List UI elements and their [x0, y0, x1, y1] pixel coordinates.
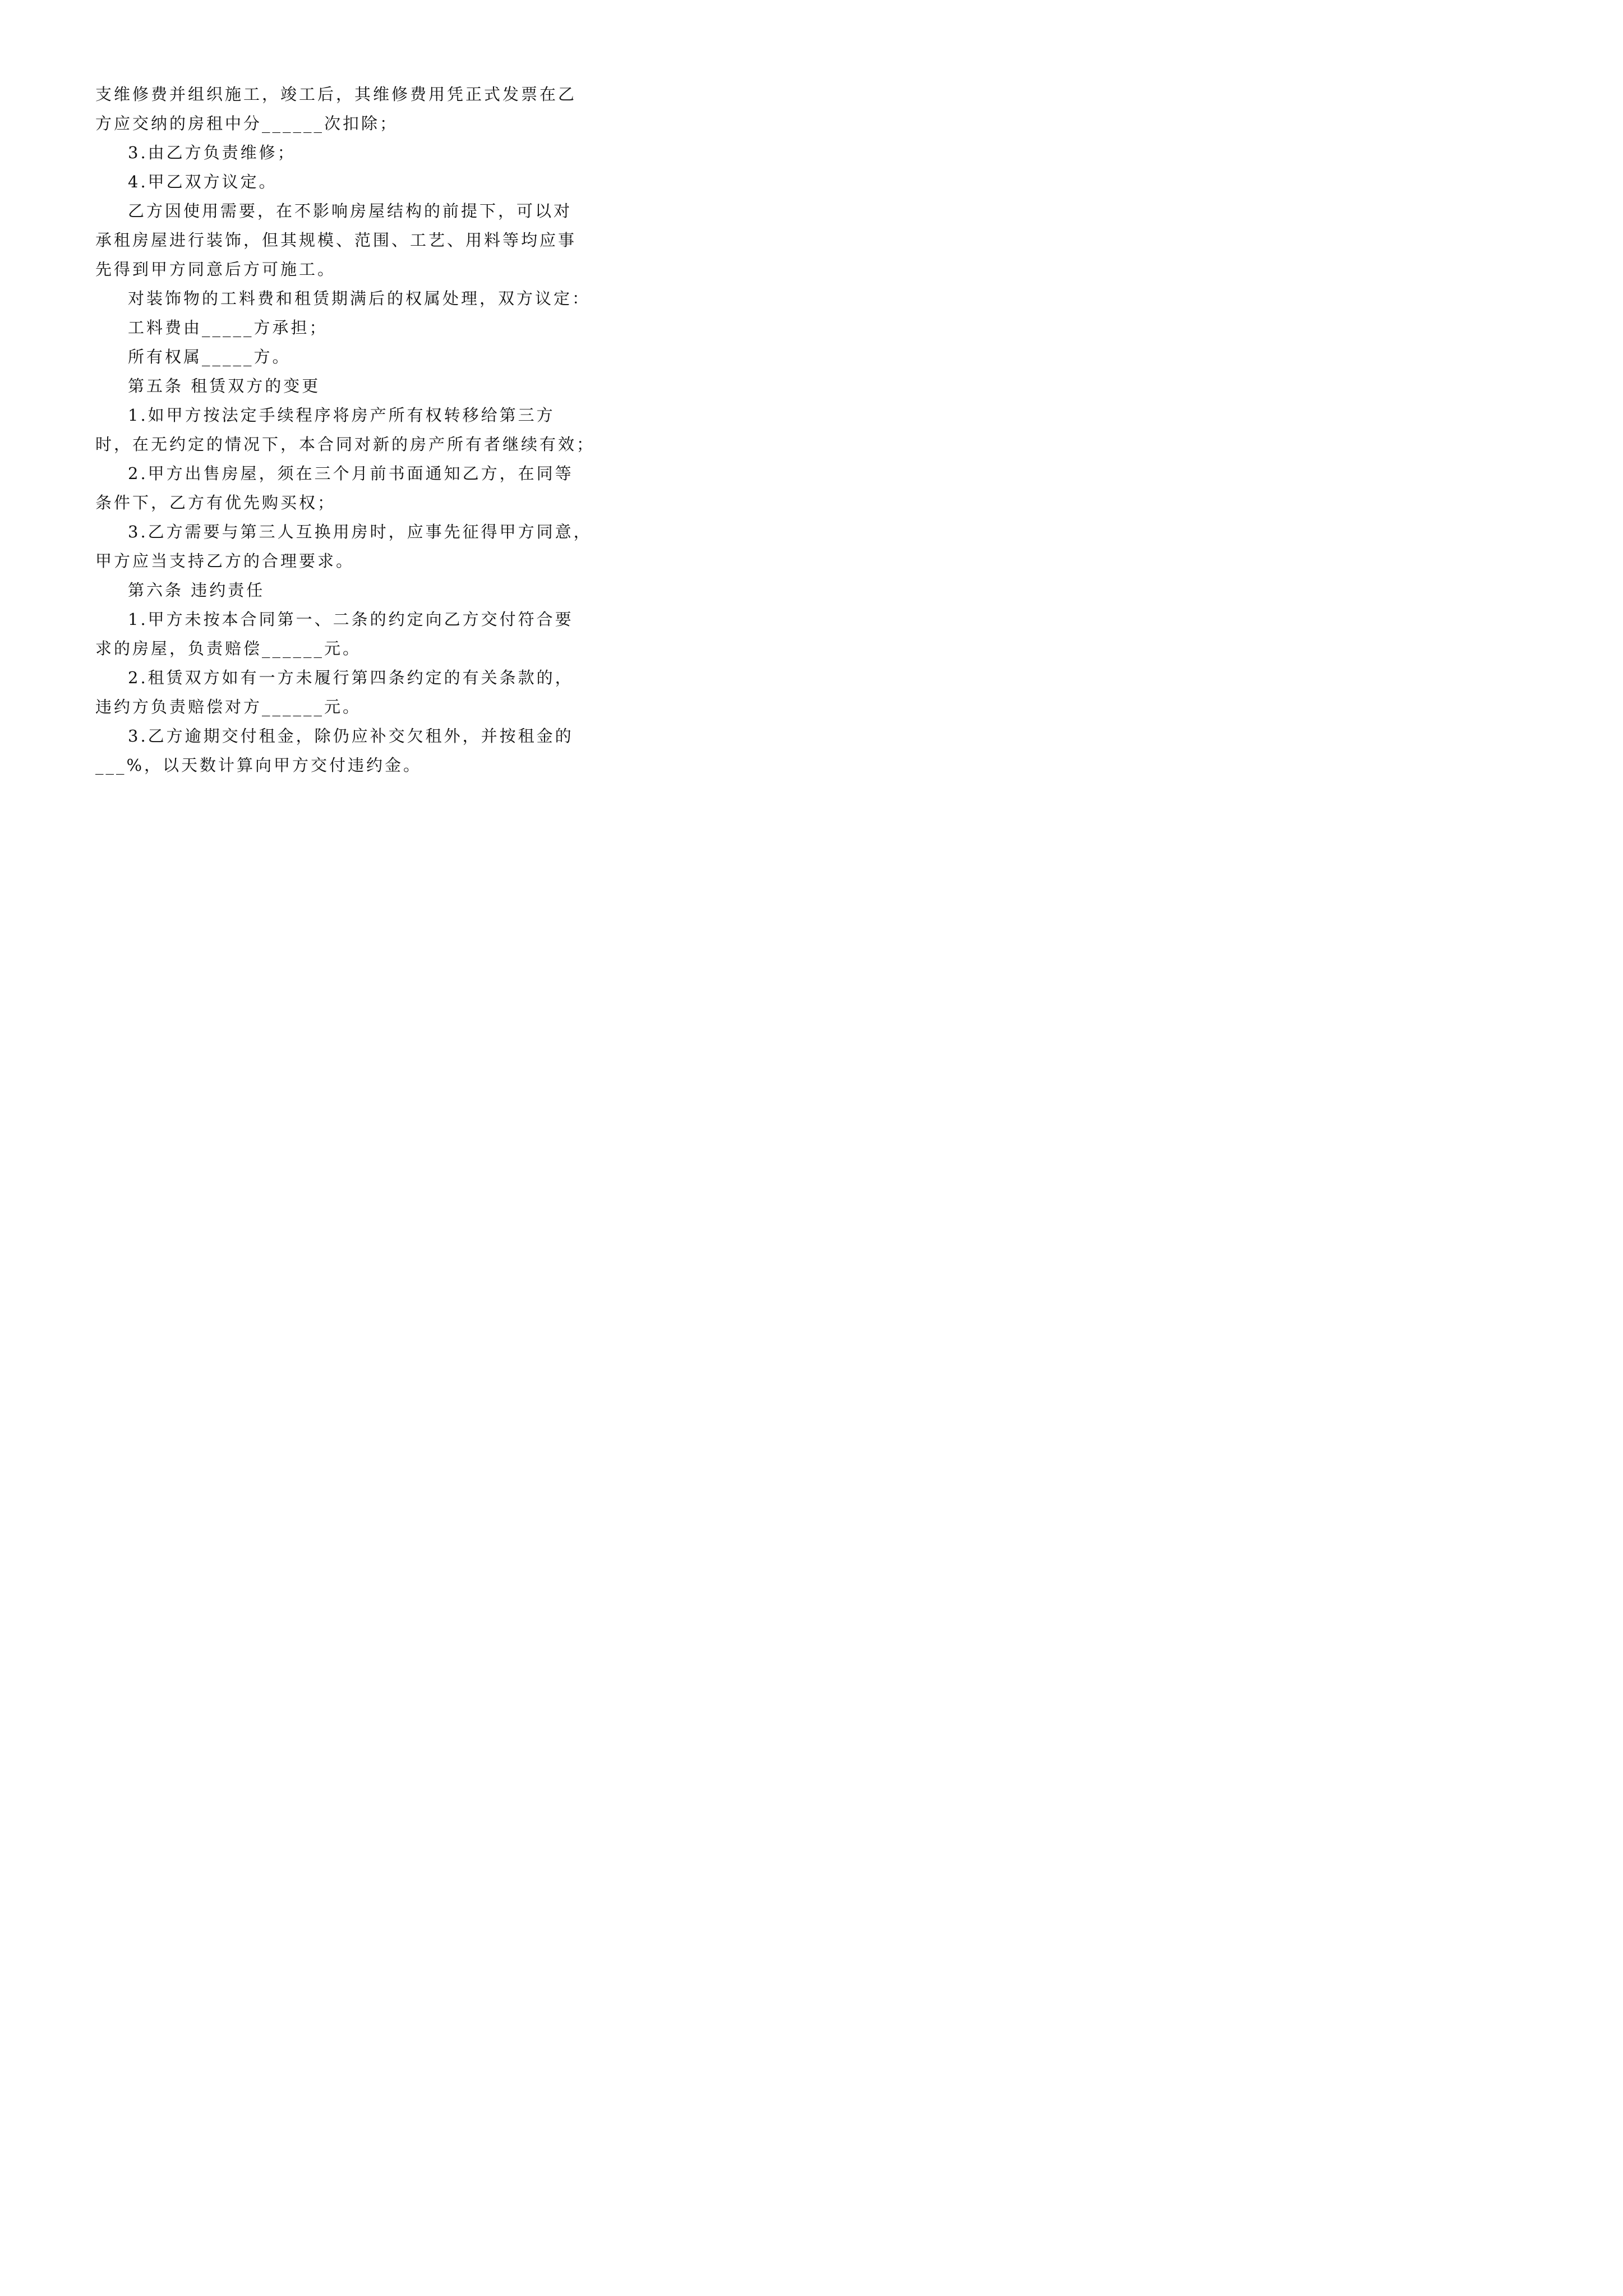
- paragraph-line: 承租房屋进行装饰，但其规模、范围、工艺、用料等均应事: [95, 231, 577, 250]
- list-item: 2.甲方出售房屋，须在三个月前书面通知乙方，在同等: [128, 464, 574, 483]
- paragraph-line: 对装饰物的工料费和租赁期满后的权属处理，双方议定：: [128, 289, 591, 308]
- paragraph-line: 工料费由_____方承担；: [128, 318, 328, 337]
- list-item: 1.如甲方按法定手续程序将房产所有权转移给第三方: [128, 406, 555, 425]
- paragraph-line: 违约方负责赔偿对方______元。: [95, 697, 362, 716]
- paragraph-line: 求的房屋，负责赔偿______元。: [95, 639, 362, 658]
- list-item: 3.由乙方负责维修；: [128, 143, 296, 162]
- paragraph-line: 支维修费并组织施工，竣工后，其维修费用凭正式发票在乙: [95, 85, 577, 104]
- section-heading: 第五条 租赁双方的变更: [128, 376, 321, 395]
- paragraph-line: 条件下，乙方有优先购买权；: [95, 493, 336, 512]
- paragraph-line: 时，在无约定的情况下，本合同对新的房产所有者继续有效；: [95, 435, 596, 454]
- list-item: 3.乙方逾期交付租金，除仍应补交欠租外，并按租金的: [128, 726, 574, 746]
- paragraph-line: 乙方因使用需要，在不影响房屋结构的前提下，可以对: [128, 201, 573, 220]
- list-item: 4.甲乙双方议定。: [128, 172, 278, 191]
- paragraph-line: 甲方应当支持乙方的合理要求。: [95, 551, 355, 570]
- section-heading: 第六条 违约责任: [128, 581, 265, 600]
- list-item: 2.租赁双方如有一方未履行第四条约定的有关条款的，: [128, 668, 574, 687]
- document-page: [0, 0, 619, 876]
- paragraph-line: 先得到甲方同意后方可施工。: [95, 260, 336, 279]
- paragraph-line: 所有权属_____方。: [128, 347, 291, 366]
- paragraph-line: ___%，以天数计算向甲方交付违约金。: [95, 756, 422, 775]
- list-item: 1.甲方未按本合同第一、二条的约定向乙方交付符合要: [128, 610, 574, 629]
- list-item: 3.乙方需要与第三人互换用房时，应事先征得甲方同意，: [128, 522, 592, 541]
- paragraph-line: 方应交纳的房租中分______次扣除；: [95, 114, 399, 133]
